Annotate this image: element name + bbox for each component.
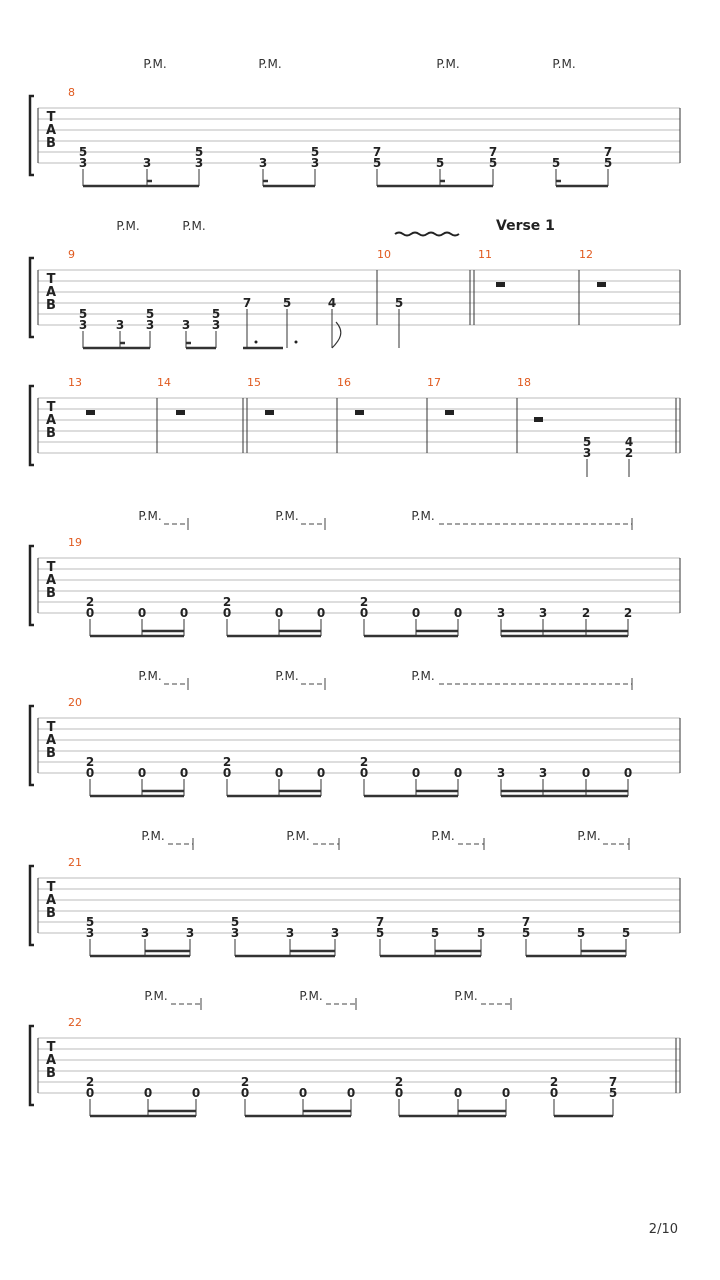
eighth-flag (332, 322, 341, 348)
palm-mute-label: P.M. (116, 219, 140, 233)
fret-number: 2 (85, 1075, 95, 1089)
tab-clef-letter: T (46, 110, 56, 125)
fret-number: 7 (608, 1075, 618, 1089)
measure-number: 12 (579, 248, 593, 261)
system-bracket (30, 706, 34, 785)
fret-number: 3 (115, 318, 125, 332)
fret-number: 0 (222, 606, 232, 620)
fret-number: 4 (624, 435, 634, 449)
fret-number: 3 (538, 766, 548, 780)
measure-number: 15 (247, 376, 261, 389)
measure-number: 8 (68, 86, 75, 99)
whole-rest (265, 410, 274, 415)
fret-number: 5 (608, 1086, 618, 1100)
fret-number: 5 (78, 307, 88, 321)
fret-number: 7 (242, 296, 252, 310)
palm-mute-label: P.M. (143, 57, 167, 71)
fret-number: 3 (78, 156, 88, 170)
fret-number: 7 (375, 915, 385, 929)
fret-number: 3 (496, 606, 506, 620)
fret-number: 3 (78, 318, 88, 332)
palm-mute-label: P.M. (275, 669, 299, 683)
whole-rest (86, 410, 95, 415)
fret-number: 5 (310, 145, 320, 159)
fret-number: 2 (623, 606, 633, 620)
fret-number: 3 (258, 156, 268, 170)
fret-number: 7 (521, 915, 531, 929)
fret-number: 3 (285, 926, 295, 940)
fret-number: 2 (581, 606, 591, 620)
fret-number: 5 (521, 926, 531, 940)
measure-number: 21 (68, 856, 82, 869)
tab-clef-letter: T (46, 272, 56, 287)
fret-number: 0 (298, 1086, 308, 1100)
fret-number: 5 (582, 435, 592, 449)
fret-number: 4 (327, 296, 337, 310)
tab-clef-letter: T (46, 560, 56, 575)
fret-number: 5 (488, 156, 498, 170)
measure-number: 20 (68, 696, 82, 709)
fret-number: 0 (191, 1086, 201, 1100)
fret-number: 5 (78, 145, 88, 159)
tab-system-6 (30, 829, 680, 956)
tab-clef-letter: B (46, 298, 56, 313)
fret-number: 3 (330, 926, 340, 940)
tab-clef-letter: T (46, 1040, 56, 1055)
palm-mute-label: P.M. (275, 509, 299, 523)
tab-clef-letter: A (45, 893, 57, 908)
fret-number: 2 (624, 446, 634, 460)
system-bracket (30, 866, 34, 945)
fret-number: 5 (194, 145, 204, 159)
whole-rest (355, 410, 364, 415)
fret-number: 2 (222, 755, 232, 769)
fret-number: 5 (85, 915, 95, 929)
fret-number: 0 (453, 606, 463, 620)
fret-number: 2 (359, 595, 369, 609)
tab-system-2 (30, 218, 680, 348)
fret-number: 5 (375, 926, 385, 940)
whole-rest (445, 410, 454, 415)
fret-number: 5 (621, 926, 631, 940)
palm-mute-label: P.M. (454, 989, 478, 1003)
fret-number: 0 (240, 1086, 250, 1100)
fret-number: 3 (140, 926, 150, 940)
fret-number: 5 (282, 296, 292, 310)
fret-number: 2 (394, 1075, 404, 1089)
fret-number: 0 (549, 1086, 559, 1100)
measure-number: 18 (517, 376, 531, 389)
measure-number: 19 (68, 536, 82, 549)
fret-number: 2 (359, 755, 369, 769)
fret-number: 5 (145, 307, 155, 321)
fret-number: 3 (230, 926, 240, 940)
tab-system-4 (30, 509, 680, 636)
fret-number: 5 (551, 156, 561, 170)
palm-mute-label: P.M. (258, 57, 282, 71)
tab-clef-letter: T (46, 880, 56, 895)
fret-number: 5 (430, 926, 440, 940)
tab-clef-letter: A (45, 413, 57, 428)
system-bracket (30, 258, 34, 337)
fret-number: 0 (179, 606, 189, 620)
vibrato-mark (395, 233, 459, 236)
fret-number: 5 (603, 156, 613, 170)
fret-number: 0 (179, 766, 189, 780)
palm-mute-label: P.M. (431, 829, 455, 843)
whole-rest (597, 282, 606, 287)
palm-mute-label: P.M. (299, 989, 323, 1003)
palm-mute-label: P.M. (138, 509, 162, 523)
fret-number: 0 (222, 766, 232, 780)
fret-number: 3 (211, 318, 221, 332)
fret-number: 0 (394, 1086, 404, 1100)
whole-rest (496, 282, 505, 287)
fret-number: 0 (143, 1086, 153, 1100)
tab-clef-letter: B (46, 426, 56, 441)
tab-clef-letter: B (46, 1066, 56, 1081)
measure-number: 22 (68, 1016, 82, 1029)
palm-mute-label: P.M. (411, 509, 435, 523)
fret-number: 5 (394, 296, 404, 310)
palm-mute-label: P.M. (286, 829, 310, 843)
fret-number: 3 (194, 156, 204, 170)
measure-number: 17 (427, 376, 441, 389)
fret-number: 3 (538, 606, 548, 620)
fret-number: 3 (145, 318, 155, 332)
palm-mute-label: P.M. (552, 57, 576, 71)
tab-system-5 (30, 669, 680, 796)
fret-number: 5 (230, 915, 240, 929)
fret-number: 2 (222, 595, 232, 609)
tab-clef-letter: A (45, 573, 57, 588)
fret-number: 0 (85, 606, 95, 620)
fret-number: 5 (372, 156, 382, 170)
page-number: 2/10 (648, 1222, 678, 1237)
tab-system-1 (30, 57, 680, 186)
measure-number: 10 (377, 248, 391, 261)
palm-mute-label: P.M. (577, 829, 601, 843)
fret-number: 3 (181, 318, 191, 332)
measure-number: 16 (337, 376, 351, 389)
half-rest (534, 417, 543, 422)
dot (255, 341, 258, 344)
fret-number: 0 (274, 766, 284, 780)
fret-number: 3 (582, 446, 592, 460)
whole-rest (176, 410, 185, 415)
measure-number: 9 (68, 248, 75, 261)
tab-clef-letter: T (46, 720, 56, 735)
palm-mute-label: P.M. (141, 829, 165, 843)
fret-number: 5 (576, 926, 586, 940)
fret-number: 3 (185, 926, 195, 940)
fret-number: 0 (453, 1086, 463, 1100)
tab-clef-letter: A (45, 123, 57, 138)
dot (295, 341, 298, 344)
fret-number: 0 (137, 766, 147, 780)
tab-clef-letter: B (46, 906, 56, 921)
fret-number: 0 (359, 766, 369, 780)
fret-number: 0 (274, 606, 284, 620)
fret-number: 7 (372, 145, 382, 159)
fret-number: 0 (346, 1086, 356, 1100)
fret-number: 0 (359, 606, 369, 620)
tab-clef-letter: A (45, 1053, 57, 1068)
fret-number: 0 (453, 766, 463, 780)
palm-mute-label: P.M. (138, 669, 162, 683)
fret-number: 0 (316, 606, 326, 620)
fret-number: 0 (623, 766, 633, 780)
fret-number: 2 (85, 595, 95, 609)
measure-number: 13 (68, 376, 82, 389)
fret-number: 5 (435, 156, 445, 170)
fret-number: 3 (496, 766, 506, 780)
tab-clef-letter: B (46, 136, 56, 151)
fret-number: 3 (142, 156, 152, 170)
fret-number: 5 (476, 926, 486, 940)
fret-number: 2 (549, 1075, 559, 1089)
palm-mute-label: P.M. (436, 57, 460, 71)
fret-number: 0 (411, 766, 421, 780)
tab-clef-letter: B (46, 586, 56, 601)
fret-number: 0 (411, 606, 421, 620)
fret-number: 0 (501, 1086, 511, 1100)
system-bracket (30, 546, 34, 625)
tab-clef-letter: A (45, 733, 57, 748)
fret-number: 0 (85, 766, 95, 780)
palm-mute-label: P.M. (411, 669, 435, 683)
palm-mute-label: P.M. (144, 989, 168, 1003)
fret-number: 7 (603, 145, 613, 159)
fret-number: 3 (310, 156, 320, 170)
palm-mute-label: P.M. (182, 219, 206, 233)
system-bracket (30, 1026, 34, 1105)
tab-clef-letter: T (46, 400, 56, 415)
fret-number: 2 (240, 1075, 250, 1089)
tab-clef-letter: A (45, 285, 57, 300)
fret-number: 0 (85, 1086, 95, 1100)
tab-system-3 (30, 376, 680, 477)
fret-number: 0 (581, 766, 591, 780)
measure-number: 11 (478, 248, 492, 261)
fret-number: 2 (85, 755, 95, 769)
fret-number: 3 (85, 926, 95, 940)
section-label: Verse 1 (496, 218, 555, 234)
fret-number: 5 (211, 307, 221, 321)
tab-system-7 (30, 989, 680, 1116)
measure-number: 14 (157, 376, 171, 389)
system-bracket (30, 386, 34, 465)
fret-number: 0 (316, 766, 326, 780)
system-bracket (30, 96, 34, 175)
fret-number: 7 (488, 145, 498, 159)
tab-clef-letter: B (46, 746, 56, 761)
fret-number: 0 (137, 606, 147, 620)
